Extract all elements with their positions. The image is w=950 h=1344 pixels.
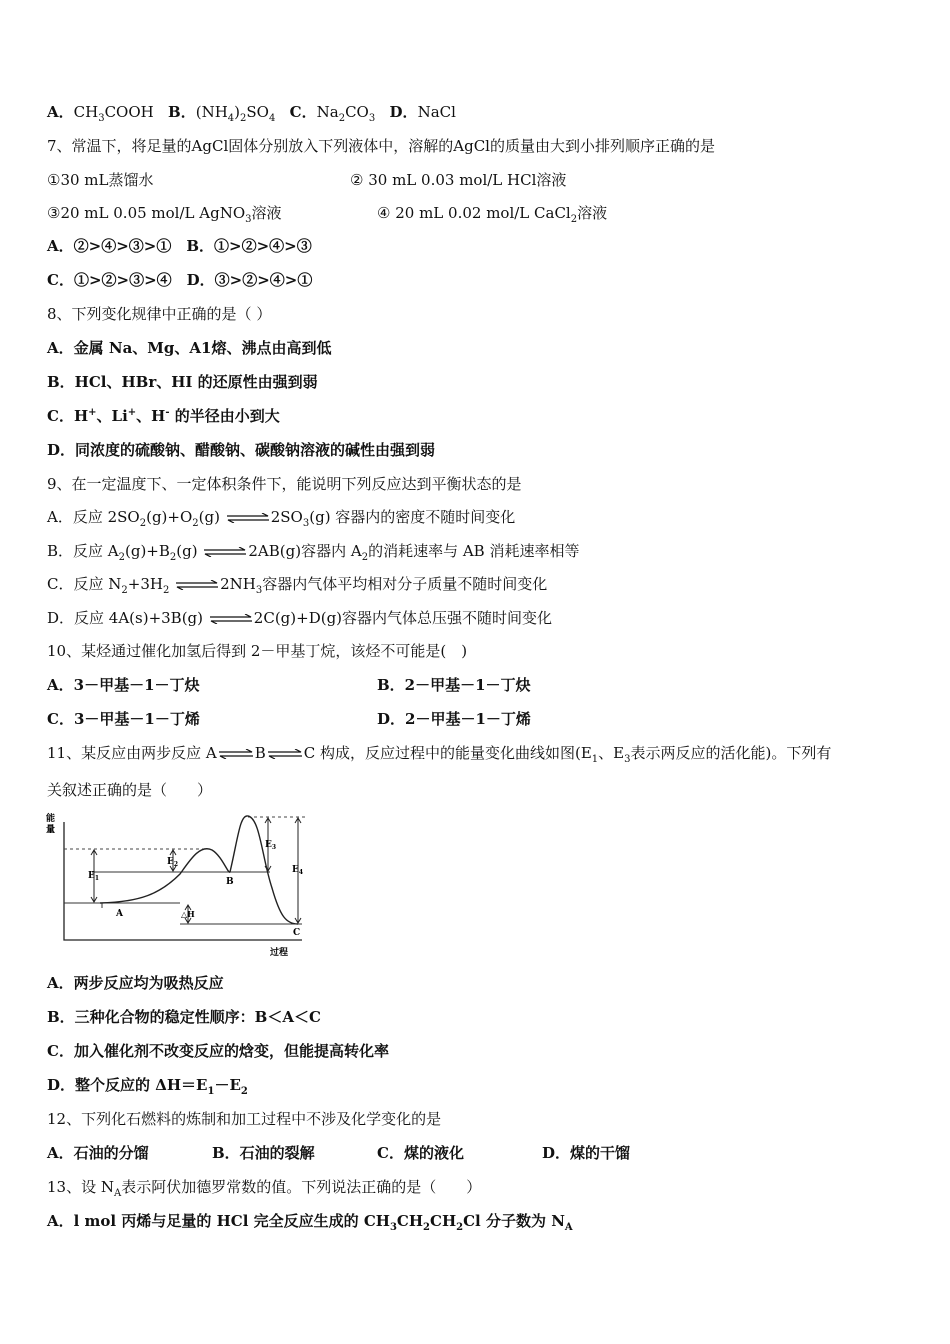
y-label-1: 能 <box>46 814 56 824</box>
q8-option-d: D．同浓度的硫酸钠、醋酸钠、碳酸钠溶液的碱性由强到弱 <box>47 441 436 459</box>
q11-d-part2: －E <box>214 1076 241 1094</box>
q9-c-part3: 2NH <box>220 575 256 593</box>
e4-main: E <box>292 865 299 875</box>
point-c-label: C <box>293 928 301 938</box>
q7-item-4 <box>377 203 607 223</box>
q13-stem-part2: 表示阿伏加德罗常数的值。下列说法正确的是（ ） <box>121 1178 482 1196</box>
q9-b-part2: (g)+B <box>125 542 170 560</box>
q11-stem-part5: 表示两反应的活化能)。下列有 <box>630 744 832 762</box>
q6-option-c-text2: CO <box>345 103 369 121</box>
sub: 2 <box>456 1222 464 1233</box>
sub: 3 <box>368 113 376 124</box>
sub: 3 <box>98 113 105 124</box>
q9-a-part1: A．反应 2SO <box>47 508 140 526</box>
e3-sub: 3 <box>271 844 277 851</box>
equilibrium-arrow-icon <box>209 614 253 624</box>
sub: 2 <box>338 113 346 124</box>
q11-stem-part3: C 构成，反应过程中的能量变化曲线如图(E <box>303 744 592 762</box>
q10-option-b: B．2－甲基－1－丁炔 <box>377 676 531 694</box>
q12-options <box>47 1143 631 1163</box>
sub: A <box>113 1188 122 1199</box>
q7-items-1-2 <box>47 170 567 190</box>
e1-sub: 1 <box>94 875 100 882</box>
point-a-label: A <box>116 909 123 919</box>
q9-d-part2: 2C(g)+D(g)容器内气体总压强不随时间变化 <box>253 609 553 627</box>
q10-option-d: D．2－甲基－1－丁烯 <box>377 710 531 728</box>
q12-stem: 12、下列化石燃料的炼制和加工过程中不涉及化学变化的是 <box>47 1110 442 1128</box>
sub: 2 <box>240 113 247 124</box>
equilibrium-arrow-icon <box>203 547 247 557</box>
sub: 2 <box>162 585 170 596</box>
point-b-label: B <box>226 877 234 887</box>
sub: 3 <box>245 214 252 225</box>
q6-option-b-label: B． <box>168 103 196 121</box>
e1-label <box>88 871 99 882</box>
equilibrium-arrow-icon <box>267 749 303 759</box>
dh-label: △H <box>181 909 195 919</box>
q6-option-c-text: Na <box>316 103 339 121</box>
q11-stem-part2: B <box>254 744 266 762</box>
sub: 3 <box>624 754 631 765</box>
sup: - <box>165 407 170 418</box>
q9-c-part2: +3H <box>127 575 163 593</box>
q9-c-part1: C．反应 N <box>47 575 122 593</box>
q9-a-part5: (g) 容器内的密度不随时间变化 <box>309 508 516 526</box>
q13-a-part3: CH <box>430 1212 457 1230</box>
equilibrium-arrow-icon <box>226 513 270 523</box>
q7-items-3-4 <box>47 203 608 225</box>
q13-option-a <box>47 1211 573 1231</box>
q6-option-a-label: A． <box>47 103 74 121</box>
sub: 2 <box>121 585 128 596</box>
e4-sub: 4 <box>298 869 304 876</box>
q11-stem-part4: 、E <box>598 744 625 762</box>
sub: 1 <box>591 754 599 765</box>
q7-item-4-text: ④ 20 mL 0.02 mol/L CaCl <box>377 204 571 222</box>
e2-label <box>167 857 178 868</box>
q8-stem: 8、下列变化规律中正确的是（ ） <box>47 305 272 323</box>
q8-option-c <box>47 406 280 426</box>
equilibrium-arrow-icon <box>218 749 254 759</box>
q9-b-part3: (g) <box>176 542 198 560</box>
q9-a-part3: (g) <box>198 508 220 526</box>
q11-option-a: A．两步反应均为吸热反应 <box>47 974 224 992</box>
e1-main: E <box>88 871 95 881</box>
q12-option-c: C．煤的液化 <box>377 1144 464 1162</box>
sup: + <box>88 407 97 418</box>
sub: 3 <box>255 585 263 596</box>
q6-options <box>47 102 456 122</box>
sub: 2 <box>192 518 199 529</box>
q11-option-c: C．加入催化剂不改变反应的焓变，但能提高转化率 <box>47 1042 389 1060</box>
q9-c-part4: 容器内气体平均相对分子质量不随时间变化 <box>262 575 548 593</box>
q7-item-2: ② 30 mL 0.03 mol/L HCl溶液 <box>350 171 567 189</box>
q9-d-part1: D．反应 4A(s)+3B(g) <box>47 609 204 627</box>
q13-stem-part1: 13、设 N <box>47 1178 114 1196</box>
q6-option-a-text2: COOH <box>104 103 154 121</box>
sub: 3 <box>302 518 310 529</box>
q6-option-c-label: C． <box>289 103 317 121</box>
e3-label <box>265 840 276 851</box>
q8-option-b: B．HCl、HBr、HI 的还原性由强到弱 <box>47 373 318 391</box>
q8-c-part2: 、Li <box>96 407 128 425</box>
q11-option-b: B．三种化合物的稳定性顺序：B＜A＜C <box>47 1008 321 1026</box>
q8-c-part4: 的半径由小到大 <box>169 407 280 425</box>
q9-b-part1: B．反应 A <box>47 542 119 560</box>
q12-option-d: D．煤的干馏 <box>542 1144 631 1162</box>
q8-c-part3: 、H <box>136 407 166 425</box>
q12-option-b: B．石油的裂解 <box>212 1144 315 1162</box>
sub: 1 <box>207 1086 215 1097</box>
sub: 4 <box>268 113 276 124</box>
q9-option-d <box>47 608 552 628</box>
e2-main: E <box>167 857 174 867</box>
q7-item-1: ①30 mL蒸馏水 <box>47 171 154 189</box>
equilibrium-arrow-icon <box>175 580 219 590</box>
q7-item-4-end: 溶液 <box>577 204 608 222</box>
sub: 2 <box>240 1086 248 1097</box>
y-label-2: 量 <box>46 825 56 835</box>
e4-label <box>292 865 303 876</box>
q7-item-3-text: ③20 mL 0.05 mol/L AgNO <box>47 204 246 222</box>
q10-options-cd <box>47 709 531 729</box>
sub: 2 <box>118 552 125 563</box>
q6-option-b-text: (NH <box>195 103 228 121</box>
q8-option-a: A．金属 Na、Mg、A1熔、沸点由高到低 <box>47 339 332 357</box>
q13-a-part4: Cl 分子数为 N <box>463 1212 565 1230</box>
sub: 2 <box>423 1222 431 1233</box>
x-label: 过程 <box>270 948 289 958</box>
q12-option-a: A．石油的分馏 <box>47 1144 149 1162</box>
q10-option-a: A．3－甲基－1－丁炔 <box>47 676 200 694</box>
q7-stem: 7、常温下，将足量的AgCl固体分别放入下列液体中，溶解的AgCl的质量由大到小排列顺序正确的是 <box>47 137 715 155</box>
q13-a-part1: A．l mol 丙烯与足量的 HCl 完全反应生成的 CH <box>47 1212 390 1230</box>
q9-a-part4: 2SO <box>270 508 303 526</box>
q7-item-3 <box>47 204 282 225</box>
q6-option-d-label: D． <box>389 103 418 121</box>
q6-option-b-text3: SO <box>246 103 269 121</box>
q7-options-cd: C．①>②>③>④ D．③>②>④>① <box>47 271 313 289</box>
sub: 2 <box>361 552 369 563</box>
q10-option-c: C．3－甲基－1－丁烯 <box>47 710 200 728</box>
sub: 3 <box>389 1222 397 1233</box>
q10-options-ab <box>47 675 531 695</box>
q7-options-ab: A．②>④>③>① B．①>②>④>③ <box>47 237 312 255</box>
q9-option-a <box>47 507 515 527</box>
q9-b-part5: 的消耗速率与 AB 消耗速率相等 <box>368 542 580 560</box>
sup: + <box>127 407 137 418</box>
q6-option-b-text2: ) <box>234 103 241 121</box>
q13-stem <box>47 1177 481 1197</box>
q6-option-d-text: NaCl <box>417 103 456 121</box>
sub: 4 <box>227 113 235 124</box>
q6-option-a-text: CH <box>73 103 99 121</box>
q7-item-3-end: 溶液 <box>251 204 282 222</box>
sub: A <box>564 1222 573 1233</box>
e2-sub: 2 <box>173 861 179 868</box>
sub: 2 <box>169 552 177 563</box>
q9-option-b <box>47 541 579 561</box>
q13-a-part2: CH <box>396 1212 424 1230</box>
q11-stem <box>47 743 831 763</box>
energy-diagram <box>40 808 320 960</box>
e3-main: E <box>265 840 272 850</box>
q11-option-d <box>47 1075 248 1095</box>
sub: 2 <box>139 518 147 529</box>
q10-stem: 10、某烃通过催化加氢后得到 2－甲基丁烷，该烃不可能是( ) <box>47 642 468 660</box>
q11-stem-line2: 关叙述正确的是（ ） <box>47 781 213 799</box>
q11-d-part1: D．整个反应的 ΔH＝E <box>47 1076 208 1094</box>
sub: 2 <box>570 214 578 225</box>
q9-option-c <box>47 574 547 594</box>
q8-c-part1: C．H <box>47 407 89 425</box>
q9-a-part2: (g)+O <box>146 508 193 526</box>
q9-stem: 9、在一定温度下、一定体积条件下，能说明下列反应达到平衡状态的是 <box>47 475 522 493</box>
q11-stem-part1: 11、某反应由两步反应 A <box>47 744 217 762</box>
q9-b-part4: 2AB(g)容器内 A <box>248 542 362 560</box>
